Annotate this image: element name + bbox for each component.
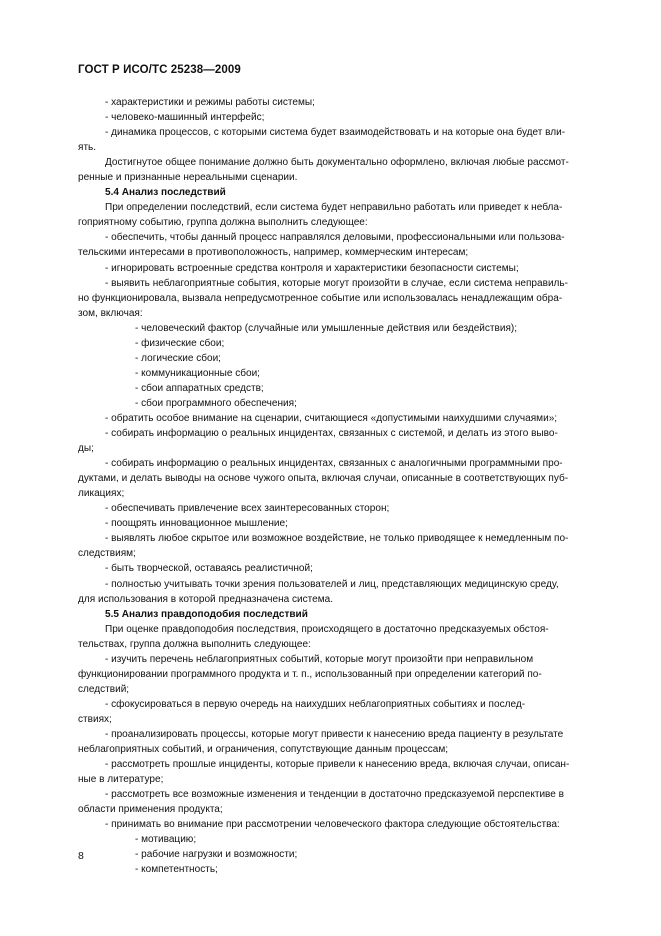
list-item: - сбои аппаратных средств; [135, 382, 264, 394]
text-line: ствиях; [78, 713, 112, 725]
text-line: ренные и признанные нереальными сценарии. [78, 172, 298, 184]
text-line: - собирать информацию о реальных инцидентах, связанных с системой, и делать из этого выво- [105, 428, 558, 440]
text-line: - динамика процессов, с которыми система будет взаимодействовать и на которые она будет вли- [105, 127, 566, 139]
text-line: - обеспечить, чтобы данный процесс направлялся деловыми, профессиональными или пользова- [105, 232, 565, 244]
text-line: следствиям; [78, 548, 136, 560]
text-line: - человеко-машинный интерфейс; [105, 112, 265, 124]
text-line: зом, включая: [78, 307, 143, 319]
text-line: - игнорировать встроенные средства контроля и характеристики безопасности системы; [105, 262, 519, 274]
text-line: области применения продукта; [78, 804, 223, 816]
text-line: - собирать информацию о реальных инцидентах, связанных с аналогичными программными про- [105, 458, 563, 470]
list-item: - человеческий фактор (случайные или умышленные действия или бездействия); [135, 322, 518, 334]
text-line: - проанализировать процессы, которые могут привести к нанесению вреда пациенту в результате [105, 728, 564, 740]
text-line: но функционировала, вызвала непредусмотренное событие или использовалась ненадлежащим обра- [78, 292, 563, 304]
text-line: для использования в которой предназначена система. [78, 593, 334, 605]
list-item: - сбои программного обеспечения; [135, 397, 297, 409]
text-line: - поощрять инновационное мышление; [105, 518, 288, 530]
list-item: - мотивацию; [135, 834, 197, 846]
text-line: - полностью учитывать точки зрения пользователей и лиц, представляющих медицинскую среду, [105, 578, 559, 590]
text-line: ные в литературе; [78, 774, 164, 786]
text-line: гоприятному событию, группа должна выполнить следующее: [78, 217, 368, 229]
text-line: - выявить неблагоприятные события, которые могут произойти в случае, если система неправиль- [105, 277, 569, 289]
text-line: следствий; [78, 683, 130, 695]
page-number: 8 [78, 850, 84, 862]
text-line: тельскими интересами в противоположность, например, коммерческим интересам; [78, 247, 469, 259]
text-line: тельствах, группа должна выполнить следующее: [78, 638, 311, 650]
list-item: - физические сбои; [135, 337, 225, 349]
text-line: ды; [78, 443, 94, 455]
text-line: дуктами, и делать выводы на основе чужого опыта, включая случаи, описанные в соответствующих пуб- [78, 473, 569, 485]
text-line: - принимать во внимание при рассмотрении человеческого фактора следующие обстоятельства: [105, 819, 560, 831]
text-line: - рассмотреть все возможные изменения и тенденции в достаточно предсказуемой перспективе в [105, 789, 564, 801]
text-line: При оценке правдоподобия последствия, происходящего в достаточно предсказуемых обстоя- [105, 623, 549, 635]
text-line: - быть творческой, оставаясь реалистичной; [105, 563, 313, 575]
text-line: - обеспечивать привлечение всех заинтересованных сторон; [105, 503, 390, 515]
text-line: - обратить особое внимание на сценарии, считающиеся «допустимыми наихудшими случаями»; [105, 412, 558, 424]
text-line: При определении последствий, если система будет неправильно работать или приведет к небла- [105, 202, 563, 214]
list-item: - рабочие нагрузки и возможности; [135, 849, 298, 861]
list-item: - логические сбои; [135, 352, 221, 364]
text-line: ять. [78, 142, 97, 154]
text-line: - характеристики и режимы работы системы; [105, 97, 315, 108]
text-line: неблагоприятных событий, и ограничения, сопутствующие данным процессам; [78, 744, 449, 756]
text-line: - изучить перечень неблагоприятных событий, которые могут произойти при неправильном [105, 653, 534, 665]
text-line: функционировании программного продукта и т. п., использованный при определении категорий по- [78, 668, 542, 680]
document-body [78, 95, 581, 877]
text-line: ликациях; [78, 488, 125, 500]
section-heading-5-4: 5.4 Анализ последствий [105, 187, 226, 199]
text-line: - сфокусироваться в первую очередь на наихудших неблагоприятных событиях и послед- [105, 698, 526, 710]
section-heading-5-5: 5.5 Анализ правдоподобия последствий [105, 608, 308, 620]
text-line: - рассмотреть прошлые инциденты, которые привели к нанесению вреда, включая случаи, описан- [105, 759, 570, 771]
text-line: - выявлять любое скрытое или возможное воздействие, не только приводящее к немедленным по- [105, 533, 569, 545]
text-line: Достигнутое общее понимание должно быть документально оформлено, включая любые рассмот- [105, 157, 569, 169]
document-header: ГОСТ Р ИСО/ТС 25238—2009 [78, 64, 241, 76]
list-item: - коммуникационные сбои; [135, 367, 260, 379]
list-item: - компетентность; [135, 864, 218, 876]
